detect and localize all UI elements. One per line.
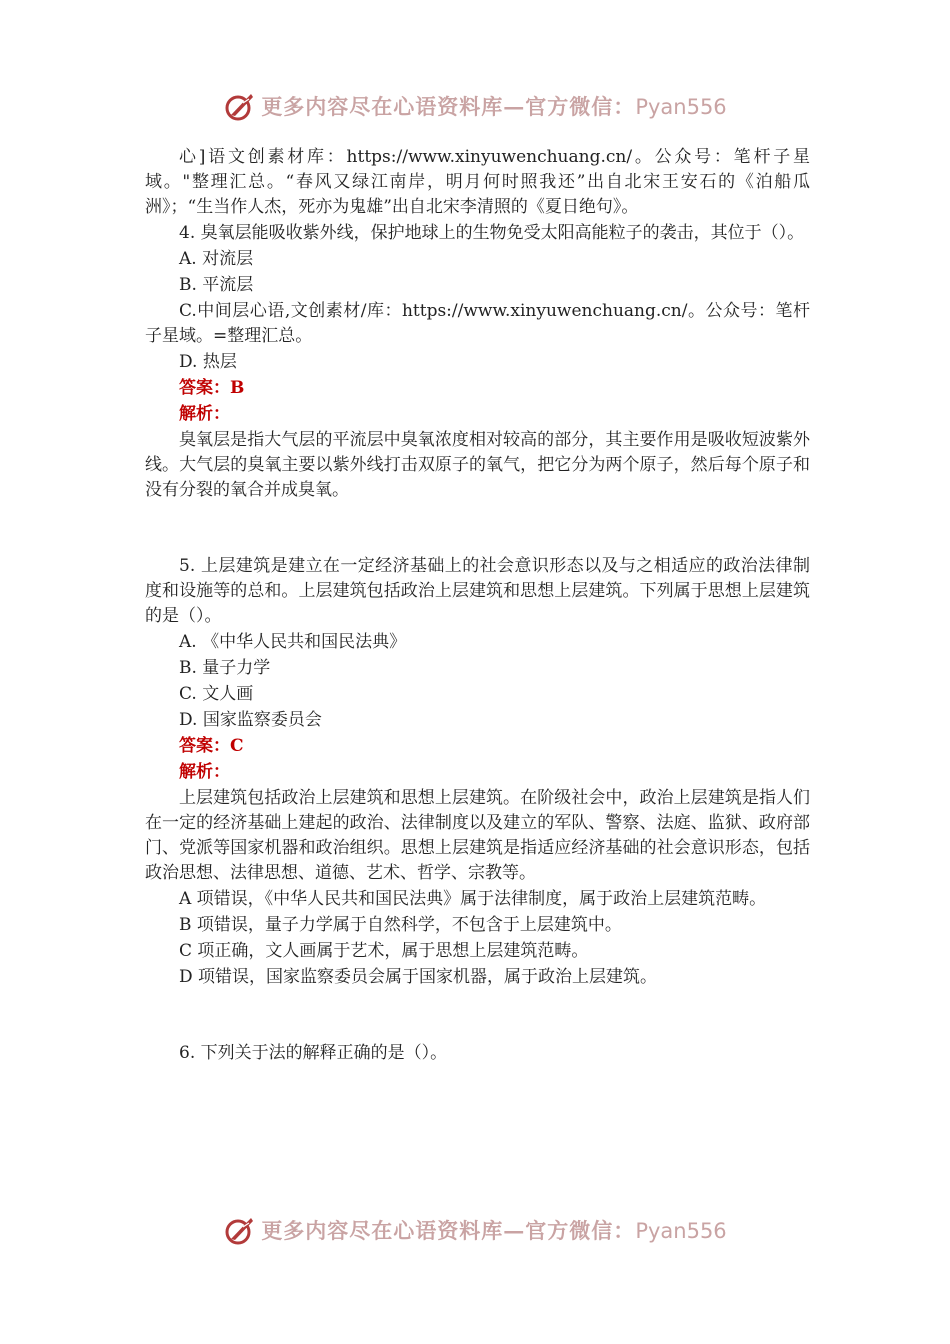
q5-option-b: B. 量子力学 (179, 658, 271, 678)
q5-option-c: C. 文人画 (179, 684, 254, 704)
quill-logo-icon (223, 89, 257, 123)
q5-question: 5. 上层建筑是建立在一定经济基础上的社会意识形态以及与之相适应的政治法律制度和设施等的总和。上层建筑包括政治上层建筑和思想上层建筑。下列属于思想上层建筑的是（）。 (145, 556, 810, 626)
q4-option-c: C.中间层心语,文创素材/库：https://www.xinyuwenchuang.cn/。公众号：笔杆子星域。=整理汇总。 (145, 301, 810, 346)
q4-option-b: B. 平流层 (179, 275, 254, 295)
q5-analysis-b: B 项错误，量子力学属于自然科学，不包含于上层建筑中。 (179, 915, 622, 935)
spacer (145, 504, 810, 554)
wechat-id: Pyan556 (635, 1219, 727, 1243)
spacer (145, 991, 810, 1041)
q5-option-d: D. 国家监察委员会 (179, 710, 322, 730)
q6-question: 6. 下列关于法的解释正确的是（）。 (179, 1043, 448, 1063)
footer-banner (0, 1210, 950, 1250)
q5-analysis-text: 上层建筑包括政治上层建筑和思想上层建筑。在阶级社会中，政治上层建筑是指人们在一定的经济基础上建起的政治、法律制度以及建立的军队、警察、法庭、监狱、政府部门、党派等国家机器和政治组织。思想上层建筑是指适应经济基础的社会意识形态，包括政治思想、法律思想、道德、艺术、哲学、宗教等。 (145, 788, 810, 883)
banner-text: 更多内容尽在心语资料库—官方微信：Pyan556 (261, 94, 727, 119)
q4-question: 4. 臭氧层能吸收紫外线，保护地球上的生物免受太阳高能粒子的袭击，其位于（）。 (179, 223, 805, 243)
header-banner (0, 86, 950, 126)
banner-text: 更多内容尽在心语资料库—官方微信：Pyan556 (261, 1218, 727, 1243)
q4-analysis-label: 解析： (179, 404, 230, 424)
q4-option-a: A. 对流层 (179, 249, 254, 269)
q5-analysis-a: A 项错误，《中华人民共和国民法典》属于法律制度，属于政治上层建筑范畴。 (179, 889, 767, 909)
q5-analysis-label: 解析： (179, 762, 230, 782)
wechat-id: Pyan556 (635, 95, 727, 119)
quill-logo-icon (223, 1213, 257, 1247)
q5-analysis-c: C 项正确，文人画属于艺术，属于思想上层建筑范畴。 (179, 941, 589, 961)
intro-paragraph: 心]语文创素材库：https://www.xinyuwenchuang.cn/。公众号：笔杆子星域。"整理汇总。“春风又绿江南岸，明月何时照我还”出自北宋王安石的《泊船瓜洲》；“生当作人杰，死亦为鬼雄”出自北宋李清照的《夏日绝句》。 (145, 147, 810, 217)
q5-answer: 答案：C (179, 736, 244, 756)
q4-answer: 答案：B (179, 378, 245, 398)
q5-analysis-d: D 项错误，国家监察委员会属于国家机器，属于政治上层建筑。 (179, 967, 658, 987)
q4-analysis-text: 臭氧层是指大气层的平流层中臭氧浓度相对较高的部分，其主要作用是吸收短波紫外线。大气层的臭氧主要以紫外线打击双原子的氧气，把它分为两个原子，然后每个原子和没有分裂的氧合并成臭氧。 (145, 430, 810, 500)
document-body (145, 145, 810, 1067)
q4-option-d: D. 热层 (179, 352, 237, 372)
q5-option-a: A. 《中华人民共和国民法典》 (179, 632, 407, 652)
